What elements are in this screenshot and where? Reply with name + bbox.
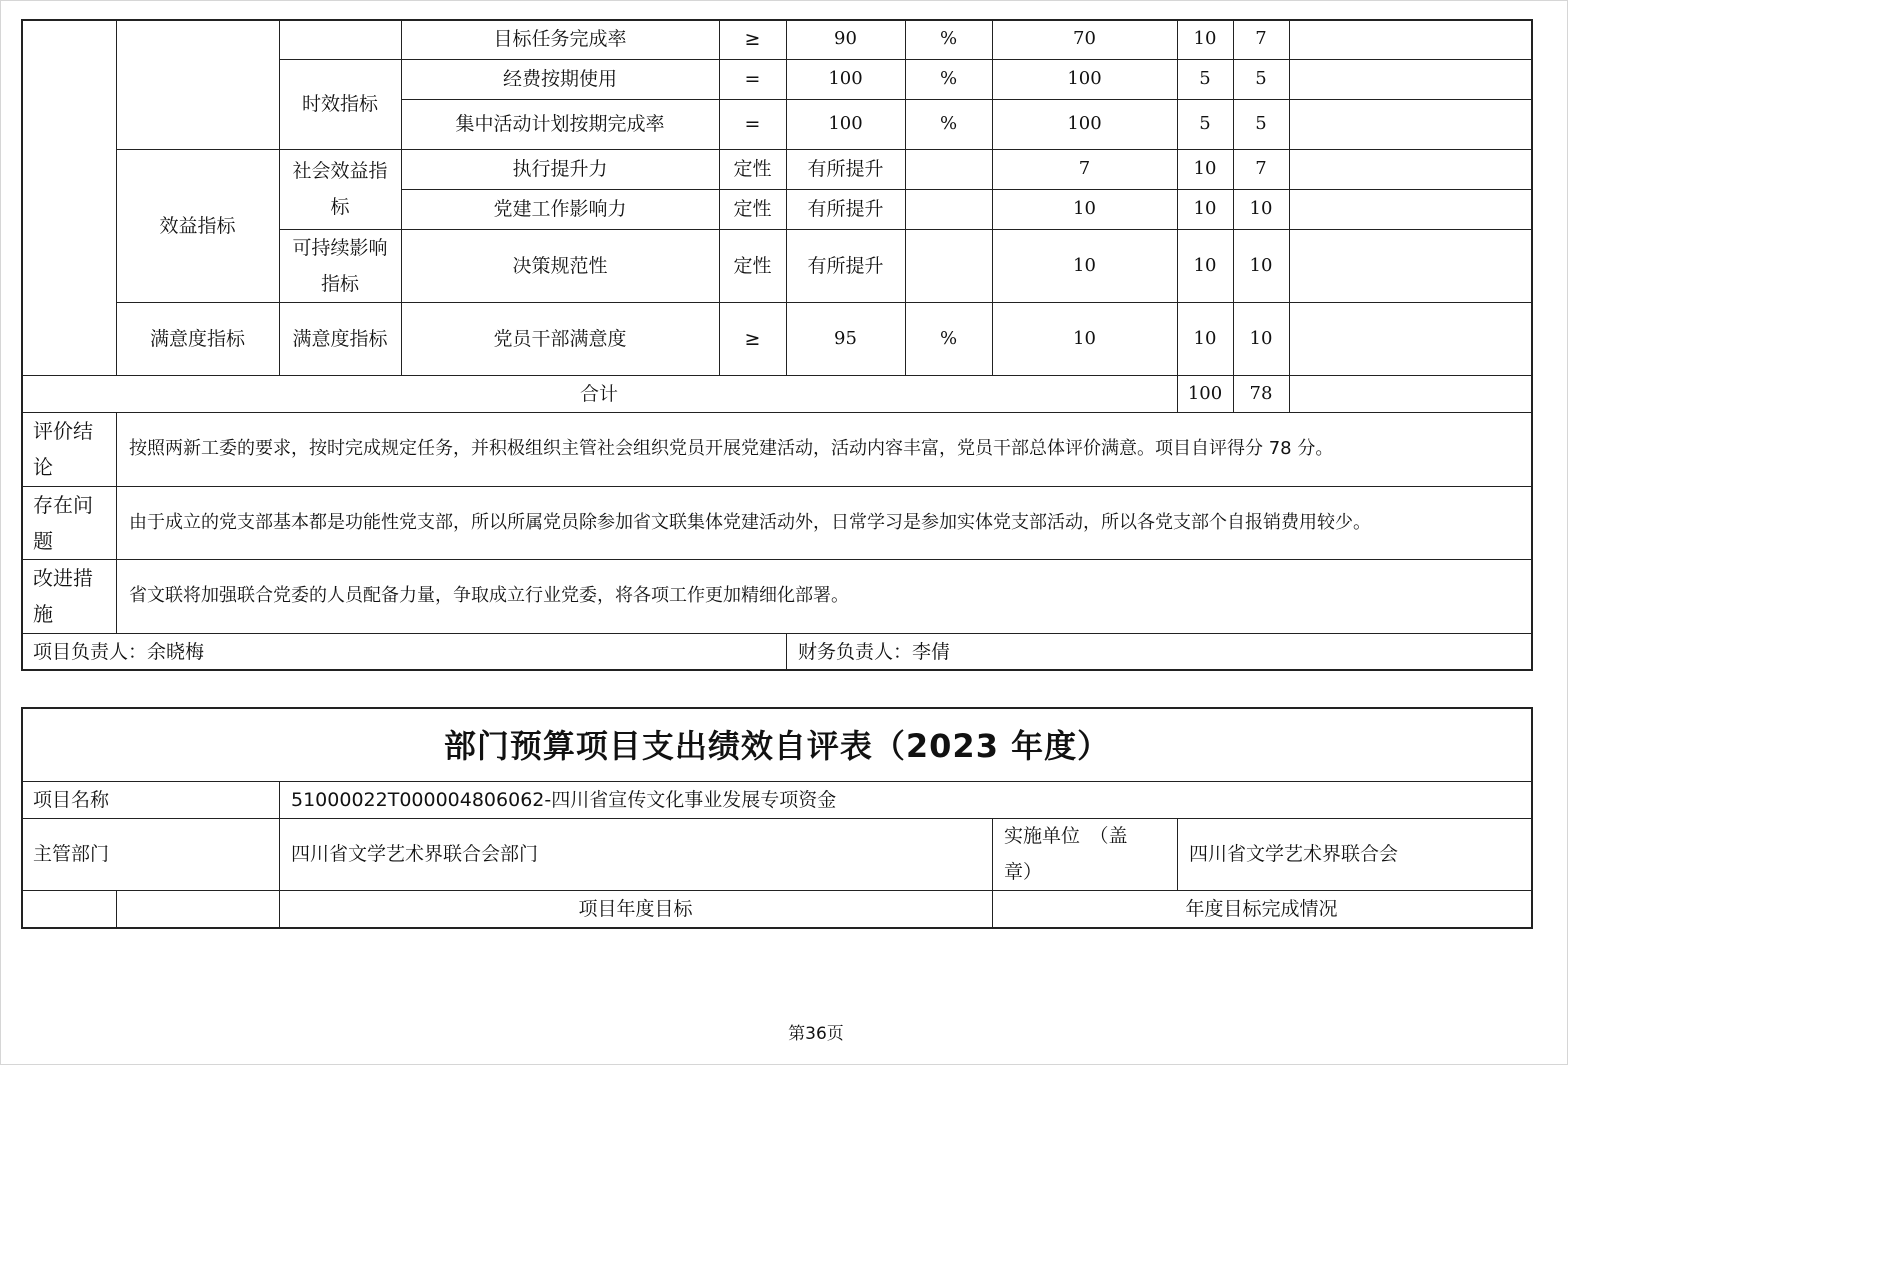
indicator-name: 经费按期使用 [502, 68, 617, 90]
indicator-actual: 10 [1073, 327, 1096, 349]
goal-header: 项目年度目标 [578, 898, 693, 920]
dept-value: 四川省文学艺术界联合会部门 [291, 843, 539, 865]
indicator-target: 有所提升 [807, 254, 884, 277]
column-divider [1289, 19, 1290, 413]
secondary-indicator: 满意度指标 [149, 327, 245, 350]
indicator-operator: ≥ [744, 28, 761, 50]
indicator-unit: % [939, 68, 958, 89]
indicator-score: 7 [1255, 28, 1267, 49]
project-name-label: 项目名称 [33, 788, 110, 811]
indicator-name: 党建工作影响力 [493, 198, 627, 220]
indicator-operator: 定性 [733, 198, 772, 220]
indicator-weight: 10 [1193, 198, 1217, 219]
indicator-weight: 5 [1199, 113, 1211, 134]
conclusion-text: 按照两新工委的要求，按时完成规定任务，并积极组织主管社会组织党员开展党建活动，活动内容丰富，党员干部总体评价满意。项目自评得分 78 分。 [129, 438, 1334, 459]
indicator-score: 10 [1249, 254, 1273, 276]
indicator-weight: 10 [1193, 327, 1217, 349]
secondary-indicator: 效益指标 [159, 214, 236, 237]
indicator-name: 目标任务完成率 [493, 28, 627, 50]
total-weight: 100 [1187, 382, 1223, 404]
indicator-name: 集中活动计划按期完成率 [455, 113, 665, 135]
indicator-weight: 10 [1193, 254, 1217, 276]
indicator-target: 有所提升 [807, 198, 884, 220]
project-lead: 项目负责人：余晓梅 [33, 641, 205, 663]
dept-label: 主管部门 [33, 843, 110, 865]
indicator-name: 执行提升力 [512, 158, 608, 180]
indicator-score: 5 [1255, 68, 1267, 89]
indicator-operator: = [744, 113, 761, 135]
project-name-value: 51000022T000004806062-四川省宣传文化事业发展专项资金 [291, 788, 837, 811]
indicator-actual: 70 [1073, 28, 1096, 49]
indicator-name: 党员干部满意度 [493, 327, 627, 350]
tertiary-indicator: 可持续影响指标 [292, 236, 388, 295]
page-number: 第36页 [788, 1024, 844, 1044]
tertiary-indicator: 满意度指标 [292, 327, 388, 350]
measures-text: 省文联将加强联合党委的人员配备力量，争取成立行业党委，将各项工作更加精细化部署。 [129, 585, 849, 606]
indicator-actual: 10 [1073, 254, 1096, 276]
indicator-unit: % [939, 113, 958, 134]
total-score: 78 [1249, 382, 1273, 404]
tertiary-indicator: 社会效益指标 [292, 160, 388, 218]
column-divider [116, 890, 117, 928]
impl-unit-value: 四川省文学艺术界联合会 [1189, 843, 1399, 865]
indicator-score: 5 [1255, 113, 1267, 134]
indicator-score: 7 [1255, 158, 1267, 179]
indicator-actual: 10 [1073, 198, 1096, 219]
tertiary-indicator: 时效指标 [301, 93, 378, 115]
problems-label: 存在问题 [33, 492, 93, 553]
indicator-weight: 5 [1199, 68, 1211, 89]
column-divider [116, 412, 117, 634]
indicator-target: 90 [834, 28, 857, 49]
measures-label: 改进措施 [33, 566, 93, 626]
indicator-operator: ≥ [744, 327, 761, 350]
indicator-name: 决策规范性 [512, 254, 608, 277]
impl-unit-label: 实施单位 （盖章） [1004, 825, 1128, 883]
total-label: 合计 [579, 382, 618, 405]
indicator-weight: 10 [1193, 28, 1217, 49]
indicator-actual: 100 [1067, 68, 1102, 89]
conclusion-label: 评价结论 [33, 419, 93, 479]
completion-header: 年度目标完成情况 [1185, 898, 1338, 920]
form-title: 部门预算项目支出绩效自评表（2023 年度） [443, 727, 1111, 765]
indicator-target: 95 [834, 327, 857, 349]
indicator-target: 100 [828, 68, 863, 89]
indicator-actual: 7 [1078, 158, 1091, 179]
document-page [1, 1, 1569, 1066]
indicator-target: 有所提升 [807, 158, 884, 180]
indicator-score: 10 [1249, 327, 1273, 349]
indicator-actual: 100 [1067, 113, 1102, 134]
indicator-operator: = [744, 68, 761, 90]
indicator-unit: % [939, 28, 958, 49]
indicator-operator: 定性 [733, 158, 772, 180]
indicator-target: 100 [828, 113, 863, 134]
problems-text: 由于成立的党支部基本都是功能性党支部，所以所属党员除参加省文联集体党建活动外，日常学习是参加实体党支部活动，所以各党支部个自报销费用较少。 [129, 511, 1371, 533]
finance-lead: 财务负责人：李倩 [798, 641, 951, 663]
indicator-unit: % [939, 327, 958, 349]
indicator-score: 10 [1249, 198, 1273, 219]
indicator-weight: 10 [1193, 158, 1217, 179]
indicator-operator: 定性 [733, 254, 772, 277]
